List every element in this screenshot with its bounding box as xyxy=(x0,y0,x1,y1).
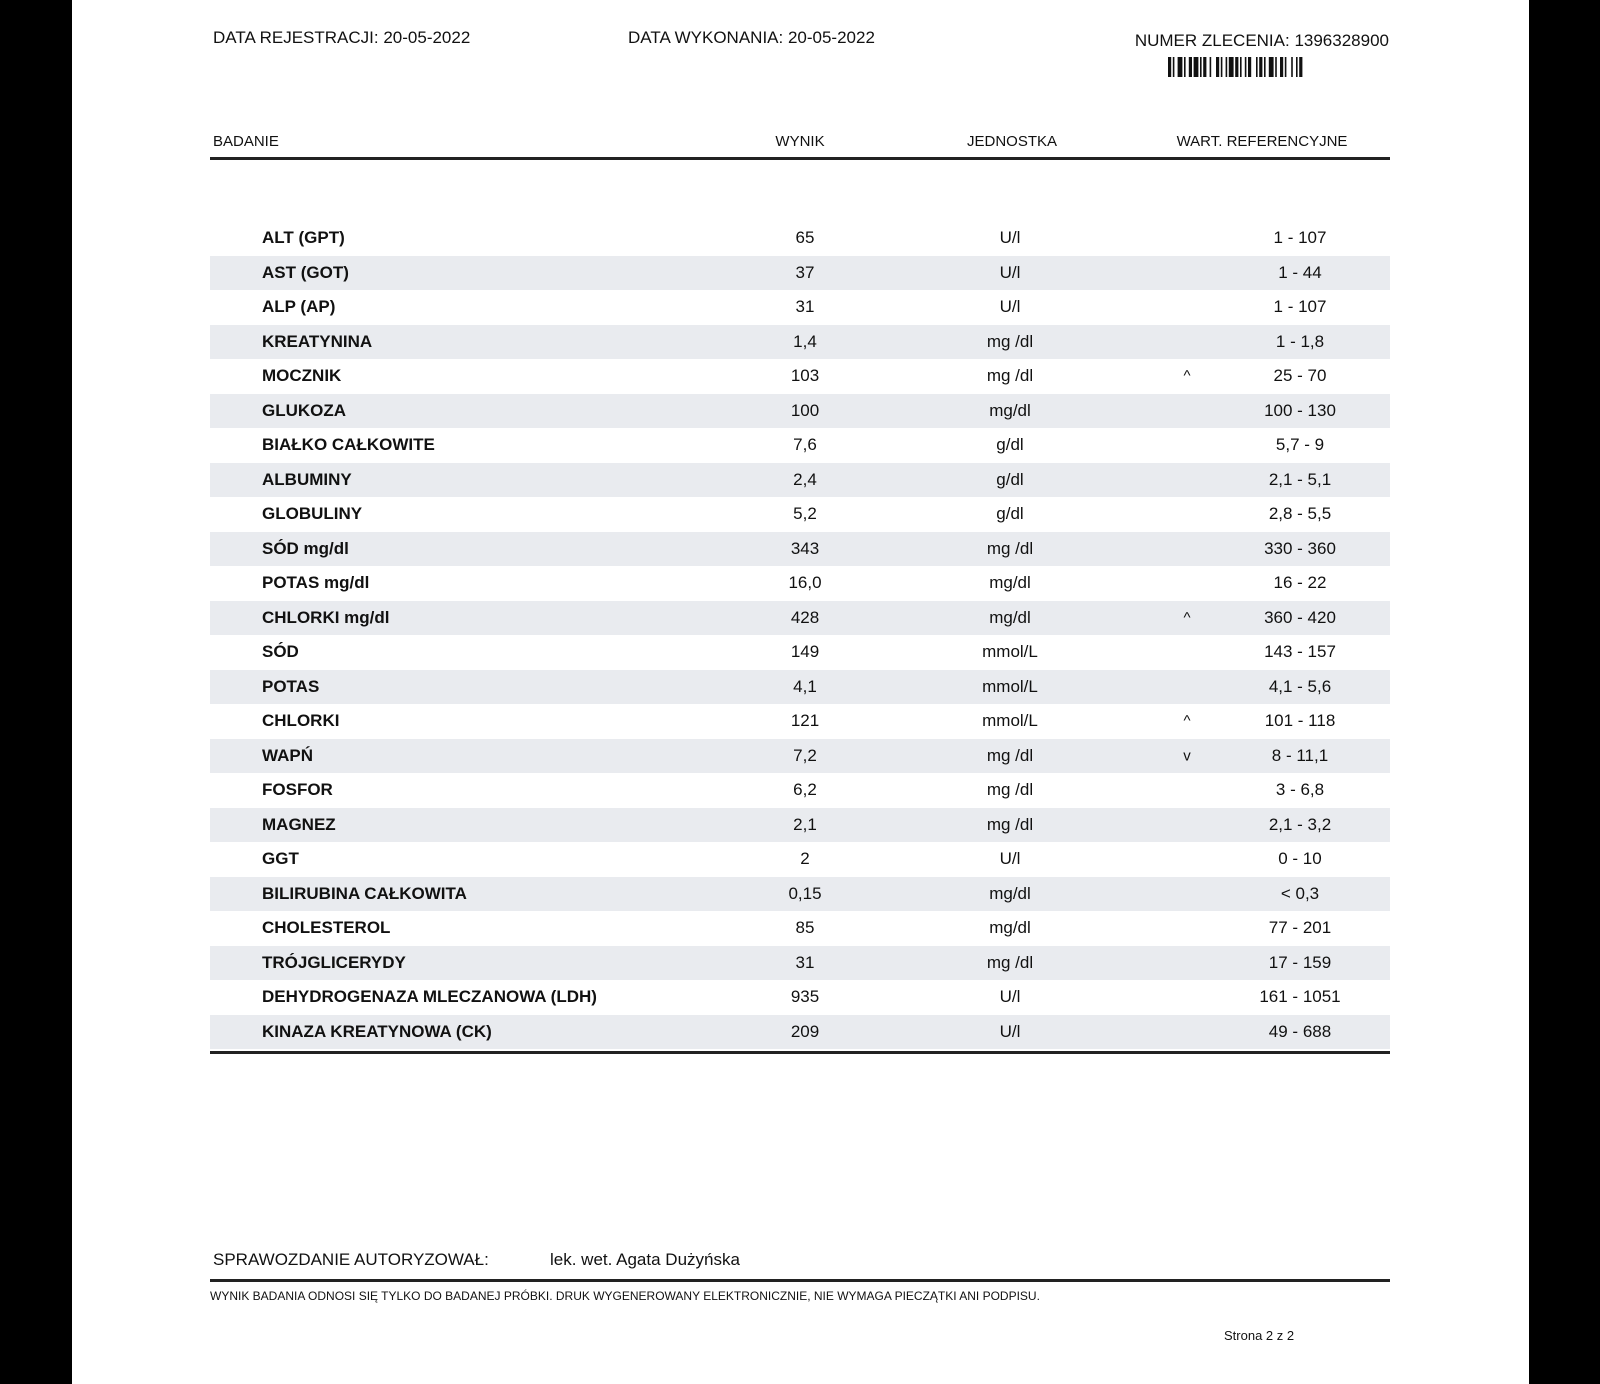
reference-range: 100 - 130 xyxy=(1264,400,1336,420)
reference-range: 77 - 201 xyxy=(1268,918,1332,938)
test-name: CHLORKI mg/dl xyxy=(262,607,390,627)
table-bottom-divider xyxy=(210,1051,1390,1054)
test-result: 65 xyxy=(795,228,815,248)
test-name: KINAZA KREATYNOWA (CK) xyxy=(262,1021,492,1041)
table-row xyxy=(210,946,1390,981)
table-row xyxy=(210,635,1390,670)
table-row xyxy=(210,911,1390,946)
test-result: 31 xyxy=(795,297,815,317)
test-result: 85 xyxy=(795,918,815,938)
table-row xyxy=(210,497,1390,532)
table-row xyxy=(210,739,1390,774)
reference-range: < 0,3 xyxy=(1280,883,1320,903)
reference-range: 3 - 6,8 xyxy=(1275,780,1325,800)
test-result: 16,0 xyxy=(788,573,822,593)
test-unit: U/l xyxy=(999,1021,1021,1041)
reference-range: 1 - 1,8 xyxy=(1275,331,1325,351)
test-unit: mmol/L xyxy=(982,711,1038,731)
test-unit: mg /dl xyxy=(986,952,1034,972)
test-result: 935 xyxy=(790,987,820,1007)
test-result: 149 xyxy=(790,642,820,662)
reference-range: 161 - 1051 xyxy=(1259,987,1341,1007)
reference-range: 2,8 - 5,5 xyxy=(1268,504,1332,524)
header-divider xyxy=(210,157,1390,160)
test-name: TRÓJGLICERYDY xyxy=(262,952,406,972)
page-number: Strona 2 z 2 xyxy=(1224,1328,1295,1343)
test-result: 103 xyxy=(790,366,820,386)
reference-range: 16 - 22 xyxy=(1273,573,1327,593)
test-result: 2,4 xyxy=(793,469,817,489)
table-row xyxy=(210,877,1390,912)
reference-range: 1 - 44 xyxy=(1278,262,1322,282)
out-of-range-flag: ^ xyxy=(1183,367,1191,385)
table-row xyxy=(210,704,1390,739)
reference-range: 330 - 360 xyxy=(1264,538,1336,558)
authorized-label: SPRAWOZDANIE AUTORYZOWAŁ: xyxy=(213,1250,489,1269)
test-result: 6,2 xyxy=(793,780,817,800)
reference-range: 1 - 107 xyxy=(1273,228,1327,248)
test-unit: U/l xyxy=(999,228,1021,248)
test-unit: g/dl xyxy=(996,504,1024,524)
test-result: 4,1 xyxy=(793,676,817,696)
test-name: ALP (AP) xyxy=(262,297,336,317)
test-unit: mg/dl xyxy=(989,918,1031,938)
test-name: GLUKOZA xyxy=(262,400,347,420)
test-unit: g/dl xyxy=(996,435,1024,455)
test-unit: mg /dl xyxy=(986,366,1034,386)
out-of-range-flag: v xyxy=(1183,747,1191,765)
table-row xyxy=(210,428,1390,463)
reference-range: 17 - 159 xyxy=(1268,952,1332,972)
test-result: 100 xyxy=(790,400,820,420)
column-header-unit: JEDNOSTKA xyxy=(966,133,1057,150)
registration-date: DATA REJESTRACJI: 20-05-2022 xyxy=(213,28,471,47)
table-row xyxy=(210,1015,1390,1050)
test-name: CHOLESTEROL xyxy=(262,918,391,938)
authorized-name: lek. wet. Agata Dużyńska xyxy=(550,1250,740,1269)
test-name: ALBUMINY xyxy=(262,469,352,489)
test-unit: mg /dl xyxy=(986,538,1034,558)
reference-range: 360 - 420 xyxy=(1264,607,1336,627)
test-result: 209 xyxy=(790,1021,820,1041)
table-row xyxy=(210,359,1390,394)
test-name: FOSFOR xyxy=(262,780,333,800)
test-unit: mg /dl xyxy=(986,780,1034,800)
table-row xyxy=(210,601,1390,636)
test-unit: U/l xyxy=(999,987,1021,1007)
reference-range: 25 - 70 xyxy=(1273,366,1327,386)
test-name: POTAS xyxy=(262,676,320,696)
test-unit: g/dl xyxy=(996,469,1024,489)
test-name: BILIRUBINA CAŁKOWITA xyxy=(262,883,467,903)
table-row xyxy=(210,532,1390,567)
test-unit: mmol/L xyxy=(982,642,1038,662)
test-name: POTAS mg/dl xyxy=(262,573,370,593)
test-unit: mg/dl xyxy=(989,400,1031,420)
test-name: CHLORKI xyxy=(262,711,340,731)
barcode-icon xyxy=(1168,57,1366,77)
reference-range: 0 - 10 xyxy=(1278,849,1322,869)
test-name: DEHYDROGENAZA MLECZANOWA (LDH) xyxy=(262,987,597,1007)
column-header-test: BADANIE xyxy=(213,133,279,150)
table-row xyxy=(210,325,1390,360)
test-result: 343 xyxy=(790,538,820,558)
test-unit: mg/dl xyxy=(989,573,1031,593)
table-row xyxy=(210,670,1390,705)
test-name: ALT (GPT) xyxy=(262,228,345,248)
table-row xyxy=(210,980,1390,1015)
test-name: AST (GOT) xyxy=(262,262,349,282)
test-name: SÓD xyxy=(262,642,299,662)
test-result: 31 xyxy=(795,952,815,972)
test-unit: mg /dl xyxy=(986,814,1034,834)
table-row xyxy=(210,290,1390,325)
test-result: 1,4 xyxy=(793,331,817,351)
reference-range: 2,1 - 5,1 xyxy=(1268,469,1332,489)
table-row xyxy=(210,566,1390,601)
table-row xyxy=(210,394,1390,429)
table-row xyxy=(210,221,1390,256)
test-name: MAGNEZ xyxy=(262,814,336,834)
reference-range: 8 - 11,1 xyxy=(1271,745,1329,765)
out-of-range-flag: ^ xyxy=(1183,712,1191,730)
test-unit: mmol/L xyxy=(982,676,1038,696)
table-row xyxy=(210,256,1390,291)
table-row xyxy=(210,463,1390,498)
test-unit: mg /dl xyxy=(986,745,1034,765)
table-row xyxy=(210,842,1390,877)
reference-range: 4,1 - 5,6 xyxy=(1268,676,1332,696)
reference-range: 5,7 - 9 xyxy=(1275,435,1325,455)
test-result: 5,2 xyxy=(793,504,817,524)
reference-range: 143 - 157 xyxy=(1264,642,1336,662)
test-name: MOCZNIK xyxy=(262,366,342,386)
test-name: GGT xyxy=(262,849,299,869)
reference-range: 1 - 107 xyxy=(1273,297,1327,317)
table-row xyxy=(210,808,1390,843)
test-unit: mg/dl xyxy=(989,883,1031,903)
test-unit: mg/dl xyxy=(989,607,1031,627)
reference-range: 49 - 688 xyxy=(1268,1021,1332,1041)
test-result: 428 xyxy=(790,607,820,627)
test-unit: mg /dl xyxy=(986,331,1034,351)
results-table xyxy=(210,221,1390,1049)
test-unit: U/l xyxy=(999,297,1021,317)
footer-divider xyxy=(210,1279,1390,1282)
test-result: 37 xyxy=(795,262,815,282)
report-page xyxy=(72,0,1529,1384)
column-header-result: WYNIK xyxy=(775,133,825,150)
test-name: SÓD mg/dl xyxy=(262,538,349,558)
test-unit: U/l xyxy=(999,262,1021,282)
test-name: KREATYNINA xyxy=(262,331,373,351)
reference-range: 101 - 118 xyxy=(1264,711,1336,731)
test-result: 2,1 xyxy=(793,814,817,834)
test-result: 2 xyxy=(800,849,810,869)
disclaimer: WYNIK BADANIA ODNOSI SIĘ TYLKO DO BADANEJ PRÓBKI. DRUK WYGENEROWANY ELEKTRONICZNIE, NIE WYMAGA PIECZĄTKI ANI PODPISU. xyxy=(210,1289,1040,1303)
column-header-reference: WART. REFERENCYJNE xyxy=(1176,133,1348,150)
test-result: 0,15 xyxy=(788,883,822,903)
reference-range: 2,1 - 3,2 xyxy=(1268,814,1332,834)
test-result: 7,2 xyxy=(793,745,817,765)
test-name: GLOBULINY xyxy=(262,504,363,524)
test-name: BIAŁKO CAŁKOWITE xyxy=(262,435,435,455)
test-unit: U/l xyxy=(999,849,1021,869)
test-result: 7,6 xyxy=(793,435,817,455)
out-of-range-flag: ^ xyxy=(1183,609,1191,627)
test-name: WAPŃ xyxy=(262,745,313,765)
execution-date: DATA WYKONANIA: 20-05-2022 xyxy=(628,28,875,47)
table-row xyxy=(210,773,1390,808)
order-number: NUMER ZLECENIA: 1396328900 xyxy=(1134,31,1389,50)
test-result: 121 xyxy=(790,711,820,731)
